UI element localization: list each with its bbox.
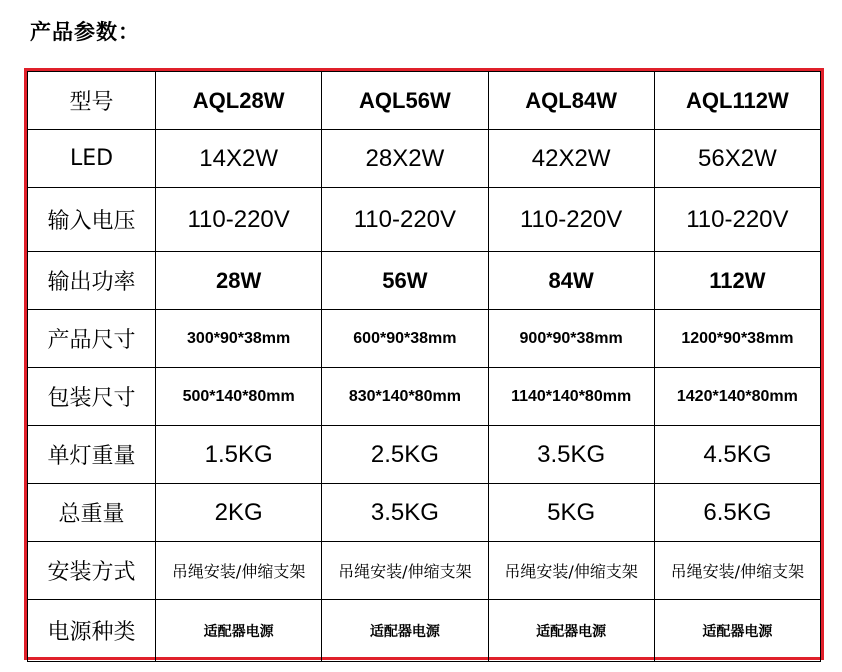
table-cell: 110-220V xyxy=(156,188,322,252)
table-row-output-power xyxy=(28,252,821,310)
table-cell: 适配器电源 xyxy=(488,600,654,662)
table-cell: AQL112W xyxy=(654,72,820,130)
table-cell: 2.5KG xyxy=(322,426,488,484)
table-cell: 300*90*38mm xyxy=(156,310,322,368)
table-cell: 900*90*38mm xyxy=(488,310,654,368)
table-cell: 1200*90*38mm xyxy=(654,310,820,368)
row-label: 单灯重量 xyxy=(28,426,156,484)
table-row-installation xyxy=(28,542,821,600)
row-label: 型号 xyxy=(28,72,156,130)
table-cell: 适配器电源 xyxy=(322,600,488,662)
table-cell: 830*140*80mm xyxy=(322,368,488,426)
table-cell: AQL28W xyxy=(156,72,322,130)
row-label: 电源种类 xyxy=(28,600,156,662)
table-cell: 吊绳安装/伸缩支架 xyxy=(654,542,820,600)
table-cell: 500*140*80mm xyxy=(156,368,322,426)
row-label: 输出功率 xyxy=(28,252,156,310)
table-cell: 110-220V xyxy=(488,188,654,252)
table-cell: 110-220V xyxy=(654,188,820,252)
row-label: 产品尺寸 xyxy=(28,310,156,368)
table-cell: 112W xyxy=(654,252,820,310)
table-row-unit-weight xyxy=(28,426,821,484)
table-row-total-weight xyxy=(28,484,821,542)
table-cell: 1420*140*80mm xyxy=(654,368,820,426)
table-row-input-voltage xyxy=(28,188,821,252)
table-cell: 吊绳安装/伸缩支架 xyxy=(156,542,322,600)
table-cell: 适配器电源 xyxy=(654,600,820,662)
spec-table-frame xyxy=(24,68,824,660)
row-label: 总重量 xyxy=(28,484,156,542)
table-cell: 56W xyxy=(322,252,488,310)
table-cell: 吊绳安装/伸缩支架 xyxy=(322,542,488,600)
row-label: LED xyxy=(28,130,156,188)
table-cell: 1140*140*80mm xyxy=(488,368,654,426)
table-cell: 5KG xyxy=(488,484,654,542)
table-row-model xyxy=(28,72,821,130)
table-cell: 110-220V xyxy=(322,188,488,252)
table-row-product-size xyxy=(28,310,821,368)
table-row-led xyxy=(28,130,821,188)
table-cell: 28W xyxy=(156,252,322,310)
row-label: 安装方式 xyxy=(28,542,156,600)
table-cell: 3.5KG xyxy=(488,426,654,484)
spec-table xyxy=(27,71,821,662)
table-cell: 1.5KG xyxy=(156,426,322,484)
table-cell: 600*90*38mm xyxy=(322,310,488,368)
table-cell: AQL84W xyxy=(488,72,654,130)
table-cell: 3.5KG xyxy=(322,484,488,542)
table-cell: 56X2W xyxy=(654,130,820,188)
table-cell: 42X2W xyxy=(488,130,654,188)
page-heading: 产品参数： xyxy=(30,20,140,44)
table-cell: 6.5KG xyxy=(654,484,820,542)
table-cell: 14X2W xyxy=(156,130,322,188)
table-cell: 84W xyxy=(488,252,654,310)
row-label: 输入电压 xyxy=(28,188,156,252)
table-row-package-size xyxy=(28,368,821,426)
table-cell: AQL56W xyxy=(322,72,488,130)
row-label: 包装尺寸 xyxy=(28,368,156,426)
table-cell: 4.5KG xyxy=(654,426,820,484)
table-cell: 2KG xyxy=(156,484,322,542)
table-row-power-supply xyxy=(28,600,821,662)
table-cell: 适配器电源 xyxy=(156,600,322,662)
table-cell: 吊绳安装/伸缩支架 xyxy=(488,542,654,600)
table-cell: 28X2W xyxy=(322,130,488,188)
